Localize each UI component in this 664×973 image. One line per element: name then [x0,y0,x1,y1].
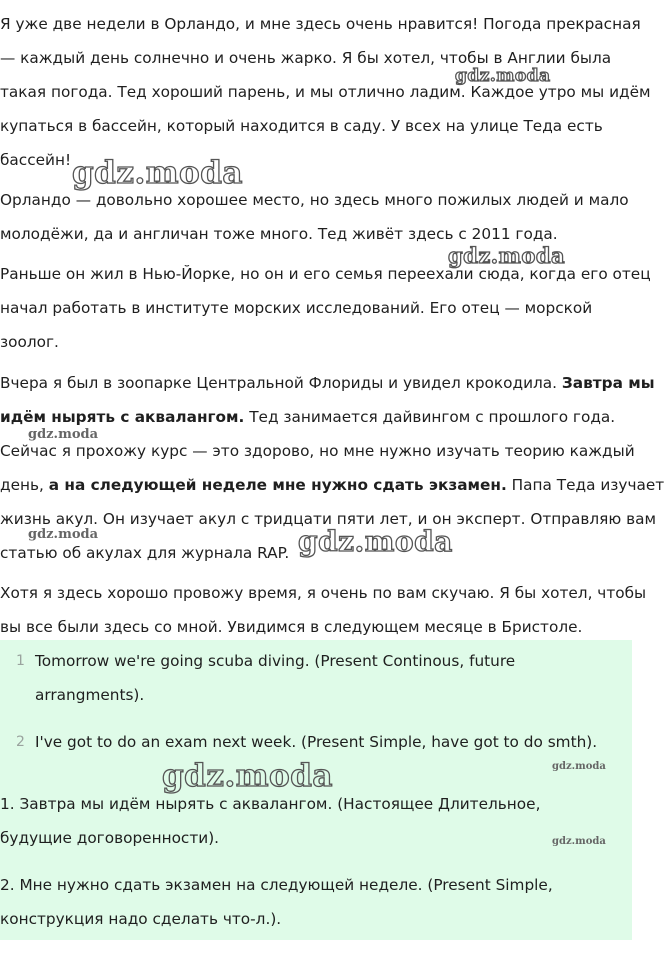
text-line: вы все были здесь со мной. Увидимся в следующем месяце в Бристоле. [0,618,583,636]
text-line: будущие договоренности). [0,829,220,847]
text-line: статью об акулах для журнала RAP. [0,544,290,562]
text-line: Tomorrow we're going scuba diving. (Present Continous, future [35,652,516,670]
watermark: gdz.moda [448,243,566,268]
story-paragraph-1 [0,7,651,177]
text-line: бассейн! [0,151,72,169]
translation-1 [0,787,632,855]
highlighted-phrase: а на следующей неделе мне нужно сдать экзамен. [48,476,507,494]
text-run: Вчера я был в зоопарке Центральной Флориды и увидел крокодила. [0,374,562,392]
text-line: Орландо — довольно хорошее место, но здесь много пожилых людей и мало [0,191,629,209]
text-line: зоолог. [0,333,59,351]
watermark: gdz.moda [298,525,453,558]
text-line: Раньше он жил в Нью-Йорке, но он и его семья переехали сюда, когда его отец [0,265,651,283]
text-line [0,468,664,502]
text-line: 2. Мне нужно сдать экзамен на следующей неделе. (Present Simple, [0,876,553,894]
translation-2 [0,868,632,936]
story-paragraph-5 [0,576,647,644]
story-paragraph-4 [0,366,664,570]
text-line: Я уже две недели в Орландо, и мне здесь очень нравится! Погода прекрасная [0,15,641,33]
text-line [0,400,632,434]
answer-text [35,725,597,759]
text-line: конструкция надо сделать что-л.). [0,910,282,928]
highlighted-phrase: идём нырять с аквалангом. [0,408,245,426]
text-run: Папа Теда изучает [506,476,664,494]
answer-text [35,644,515,712]
story-paragraph-2 [0,183,632,251]
watermark: gdz.moda [552,761,606,772]
watermark: gdz.moda [552,836,606,847]
text-line: молодёжи, да и англичан тоже много. Тед живёт здесь с 2011 года. [0,225,558,243]
story-paragraph-3 [0,257,651,359]
text-line: начал работать в институте морских исследований. Его отец — морской [0,299,593,317]
text-line [0,366,655,400]
text-run: день, [0,476,49,494]
watermark: gdz.moda [28,527,99,542]
text-line: — каждый день солнечно и очень жарко. Я бы хотел, чтобы в Англии была [0,49,612,67]
text-line: I've got to do an exam next week. (Present Simple, have got to do smth). [35,733,598,751]
highlighted-phrase: Завтра мы [561,374,655,392]
text-line: 1. Завтра мы идём нырять с аквалангом. (Настоящее Длительное, [0,795,541,813]
text-line: Хотя я здесь хорошо провожу время, я очень по вам скучаю. Я бы хотел, чтобы [0,584,647,602]
item-number: 1 [16,653,25,669]
item-number: 2 [16,734,25,750]
watermark: gdz.moda [72,155,243,191]
watermark: gdz.moda [455,66,551,86]
text-line: жизнь акул. Он изучает акул с тридцати пяти лет, и он эксперт. Отправляю вам [0,510,657,528]
text-line: купаться в бассейн, который находится в саду. У всех на улице Теда есть [0,117,603,135]
text-line: такая погода. Тед хороший парень, и мы отлично ладим. Каждое утро мы идём [0,83,651,101]
text-line: arrangments). [35,686,145,704]
text-line: Сейчас я прохожу курс — это здорово, но мне нужно изучать теорию каждый [0,442,635,460]
text-run: Тед занимается дайвингом с прошлого года. [244,408,616,426]
watermark: gdz.moda [28,427,99,442]
